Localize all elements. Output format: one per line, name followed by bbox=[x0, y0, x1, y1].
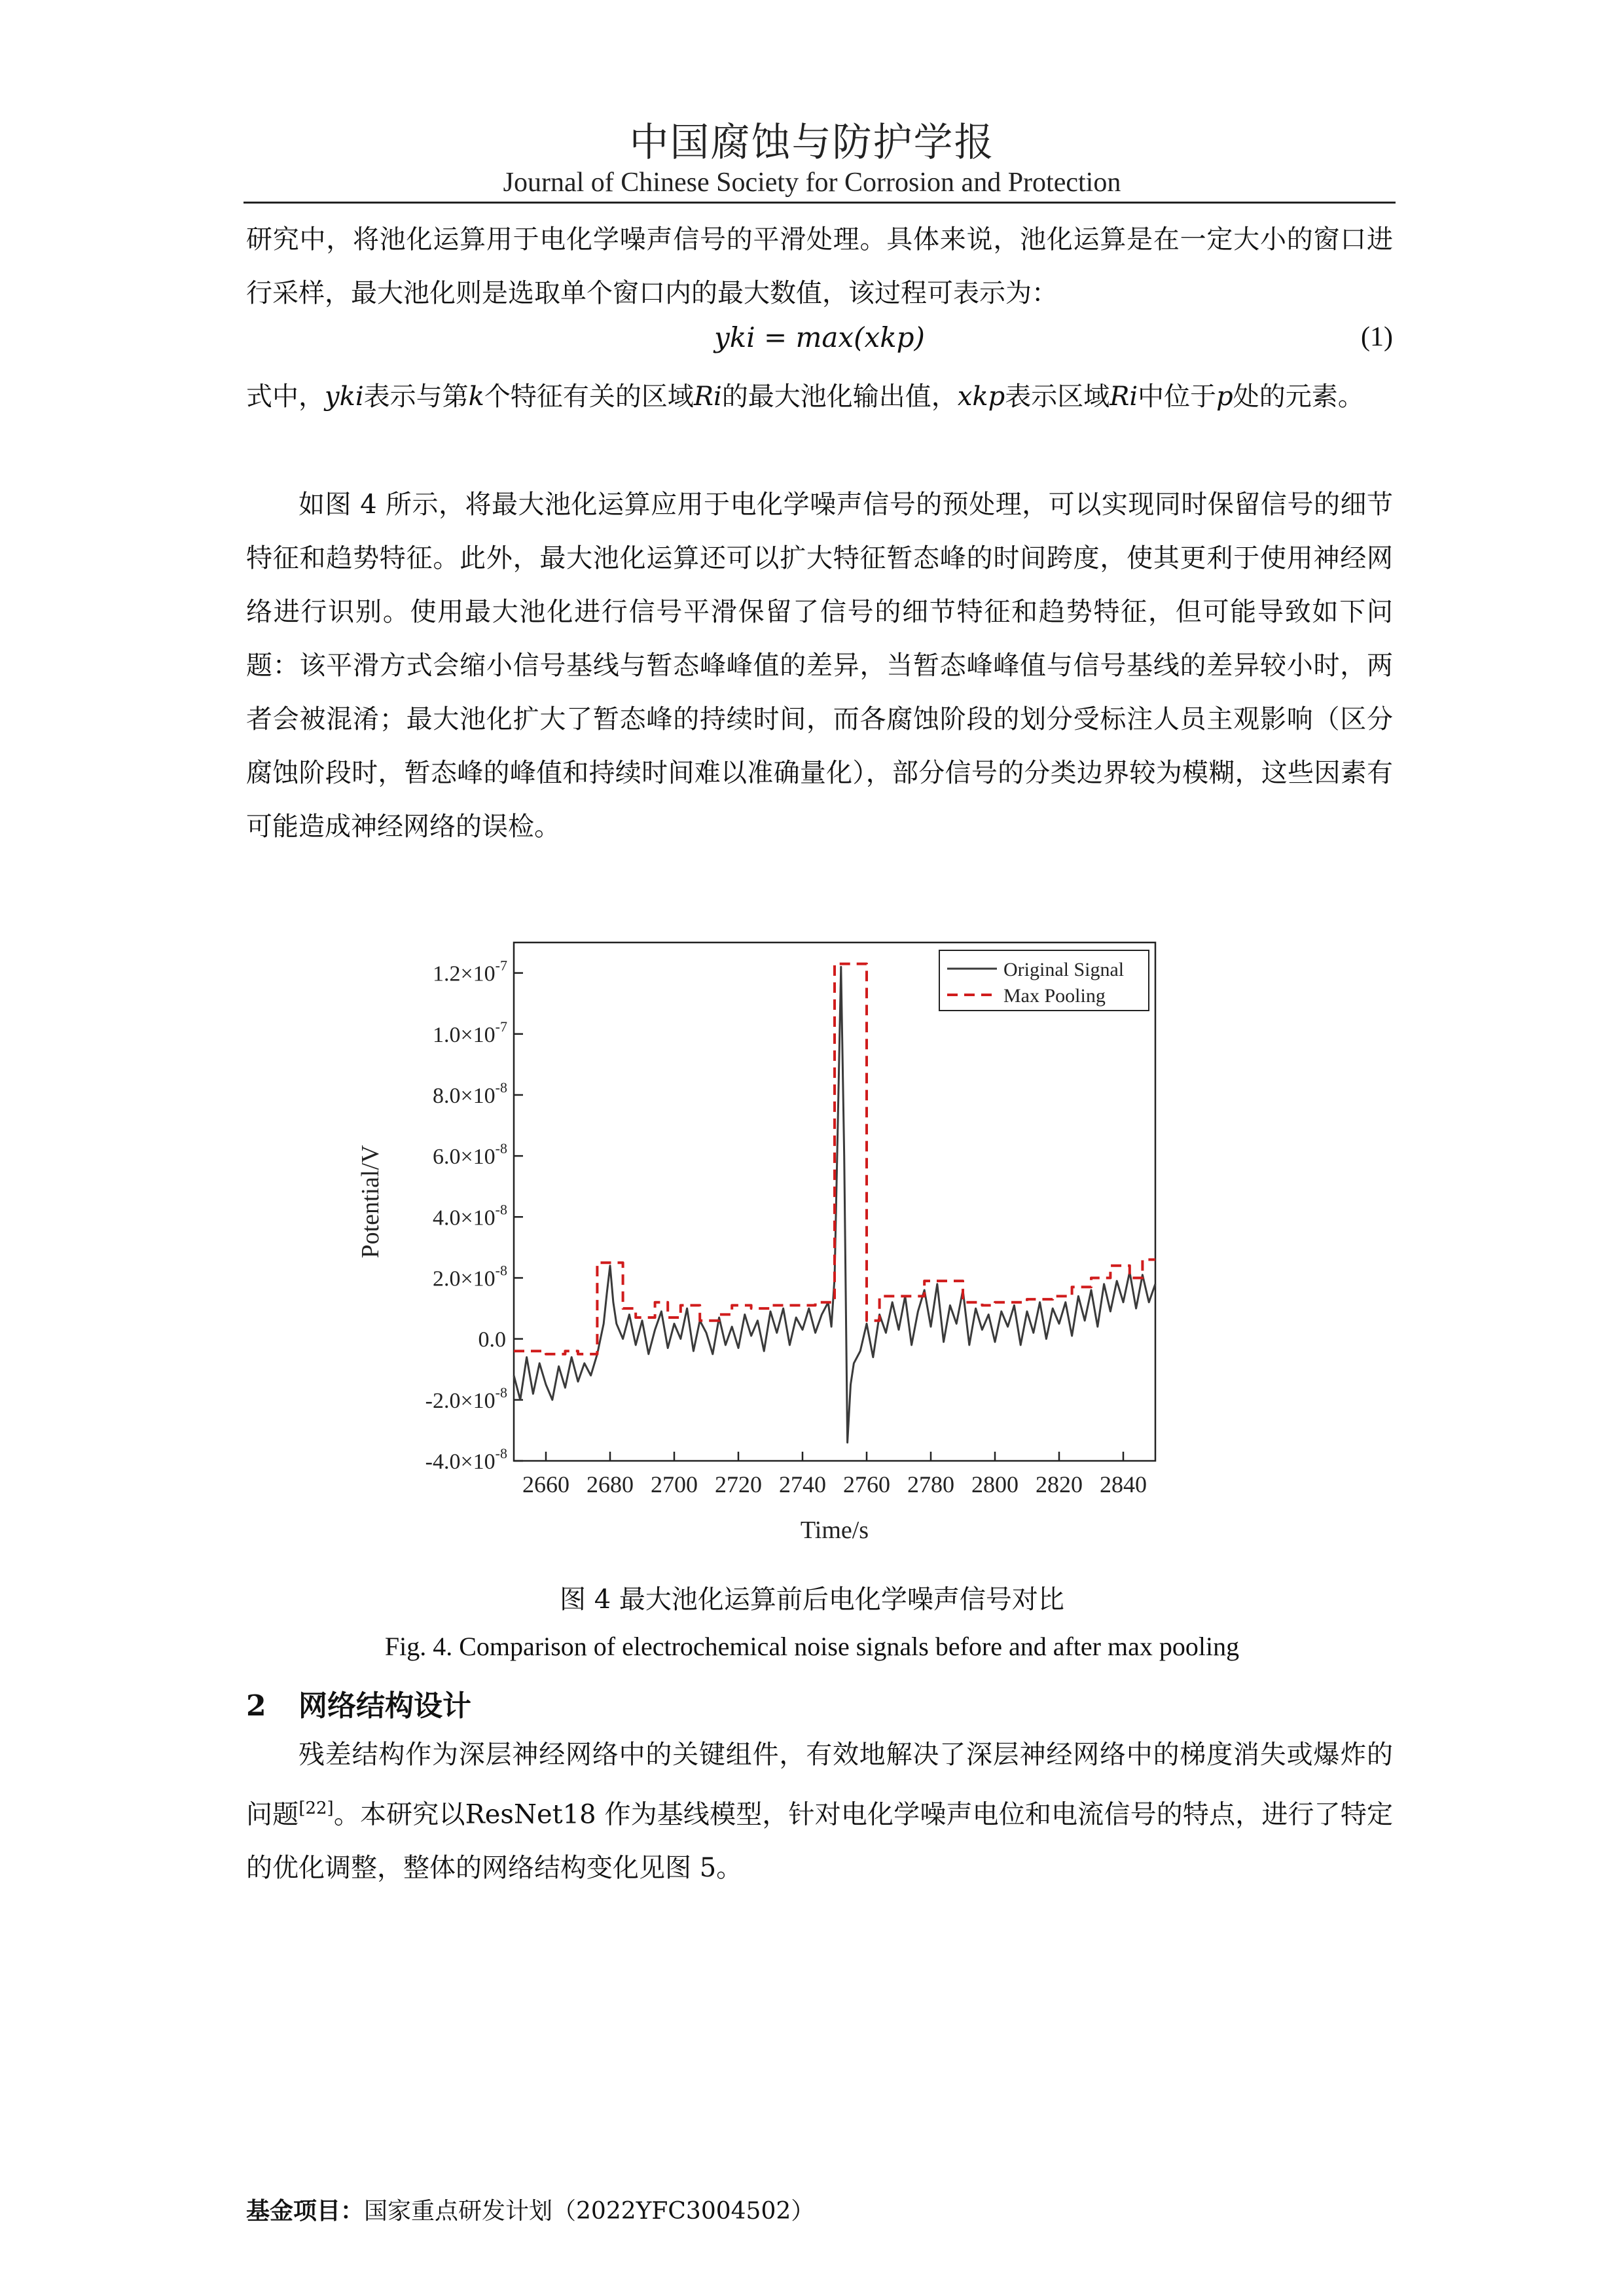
x-tick-label: 2660 bbox=[522, 1471, 569, 1498]
y-tick-label: $1.0\times 10^{-7}$ bbox=[432, 1018, 507, 1047]
paragraph-2: 如图 4 所示，将最大池化运算应用于电化学噪声信号的预处理，可以实现同时保留信号的细节特征和趋势特征。此外，最大池化运算还可以扩大特征暂态峰的时间跨度，使其更利于使用神经网络进行识别。使用最大池化进行信号平滑保留了信号的细节特征和趋势特征，但可能导致如下问题：该平滑方式会缩小信号基线与暂态峰峰值的差异，当暂态峰峰值与信号基线的差异较小时，两者会被混淆；最大池化扩大了暂态峰的持续时间，而各腐蚀阶段的划分受标注人员主观影响（区分腐蚀阶段时，暂态峰的峰值和持续时间难以准确量化），部分信号的分类边界较为模糊，这些因素有可能造成神经网络的误检。 bbox=[246, 490, 1393, 842]
explain-text: 表示与第 bbox=[363, 382, 469, 412]
y-tick-label: $1.2\times 10^{-7}$ bbox=[432, 957, 507, 986]
var-k: k bbox=[468, 382, 484, 412]
paragraph-3-text: 。本研究以ResNet18 作为基线模型，针对电化学噪声电位和电流信号的特点，进行了特定的优化调整，整体的网络结构变化见图 5。 bbox=[246, 1799, 1393, 1884]
var-ri: Ri bbox=[693, 382, 722, 412]
figure-caption-cn: 图 4 最大池化运算前后电化学噪声信号对比 bbox=[560, 1585, 1064, 1615]
y-axis-label: Potential/V bbox=[357, 1145, 384, 1259]
x-tick-label: 2760 bbox=[843, 1471, 890, 1498]
x-tick-label: 2840 bbox=[1100, 1471, 1147, 1498]
x-tick-label: 2720 bbox=[715, 1471, 762, 1498]
x-tick-label: 2800 bbox=[971, 1471, 1019, 1498]
paragraph-3-text: 残差结构作为深层神经网络中的关键组件，有效地解决了深层神经网络中的梯度消失或爆炸的问题 bbox=[246, 1740, 1393, 1830]
series-line-1 bbox=[514, 964, 1155, 1354]
explain-text: 处的元素。 bbox=[1233, 382, 1364, 412]
journal-title-en: Journal of Chinese Society for Corrosion and Protection bbox=[503, 168, 1121, 198]
footnote-text: 国家重点研发计划（2022YFC3004502） bbox=[364, 2198, 815, 2225]
y-tick-label: 0.0 bbox=[478, 1327, 506, 1352]
y-tick-label: $2.0\times 10^{-8}$ bbox=[432, 1262, 507, 1291]
var-p: p bbox=[1216, 382, 1233, 412]
explain-text: 的最大池化输出值， bbox=[721, 382, 958, 412]
x-tick-label: 2820 bbox=[1036, 1471, 1083, 1498]
var-xkp: xkp bbox=[957, 382, 1005, 412]
section-number: 2 bbox=[246, 1689, 266, 1723]
journal-title-cn: 中国腐蚀与防护学报 bbox=[629, 120, 995, 166]
legend-label: Max Pooling bbox=[1003, 985, 1106, 1007]
legend-label: Original Signal bbox=[1003, 959, 1125, 980]
equation-text: yki = max(xkp) bbox=[714, 321, 925, 353]
max-pooling-chart bbox=[353, 923, 1204, 1545]
equation-number: (1) bbox=[1361, 322, 1393, 352]
x-tick-label: 2740 bbox=[779, 1471, 826, 1498]
y-tick-label: $8.0\times 10^{-8}$ bbox=[432, 1079, 507, 1108]
section-title: 网络结构设计 bbox=[298, 1689, 471, 1723]
x-tick-label: 2680 bbox=[586, 1471, 634, 1498]
explain-text: 式中， bbox=[246, 382, 325, 412]
explain-text: 个特征有关的区域 bbox=[484, 382, 694, 412]
explain-text: 中位于 bbox=[1138, 382, 1217, 412]
section-heading bbox=[246, 1682, 471, 1724]
y-tick-label: $4.0\times 10^{-8}$ bbox=[432, 1201, 507, 1230]
citation-ref[interactable]: [22] bbox=[298, 1799, 334, 1818]
y-tick-label: $-2.0\times 10^{-8}$ bbox=[425, 1384, 507, 1413]
y-tick-label: $-4.0\times 10^{-8}$ bbox=[425, 1445, 507, 1474]
var-ri: Ri bbox=[1110, 382, 1138, 412]
footnote-label: 基金项目： bbox=[246, 2197, 365, 2225]
header-divider bbox=[244, 202, 1396, 204]
explain-text: 表示区域 bbox=[1005, 382, 1110, 412]
y-tick-label: $6.0\times 10^{-8}$ bbox=[432, 1140, 507, 1170]
paragraph-3 bbox=[246, 1728, 1393, 1895]
var-yki: yki bbox=[325, 382, 364, 412]
figure-caption-en: Fig. 4. Comparison of electrochemical noise signals before and after max pooling bbox=[384, 1632, 1240, 1661]
footnote bbox=[246, 2193, 814, 2226]
intro-paragraph: 研究中，将池化运算用于电化学噪声信号的平滑处理。具体来说，池化运算是在一定大小的窗口进行采样，最大池化则是选取单个窗口内的最大数值，该过程可表示为： bbox=[246, 224, 1393, 308]
x-tick-label: 2780 bbox=[907, 1471, 954, 1498]
equation-1 bbox=[246, 317, 1393, 363]
x-tick-label: 2700 bbox=[651, 1471, 698, 1498]
equation-explanation bbox=[246, 370, 1393, 423]
x-axis-label: Time/s bbox=[800, 1516, 869, 1544]
